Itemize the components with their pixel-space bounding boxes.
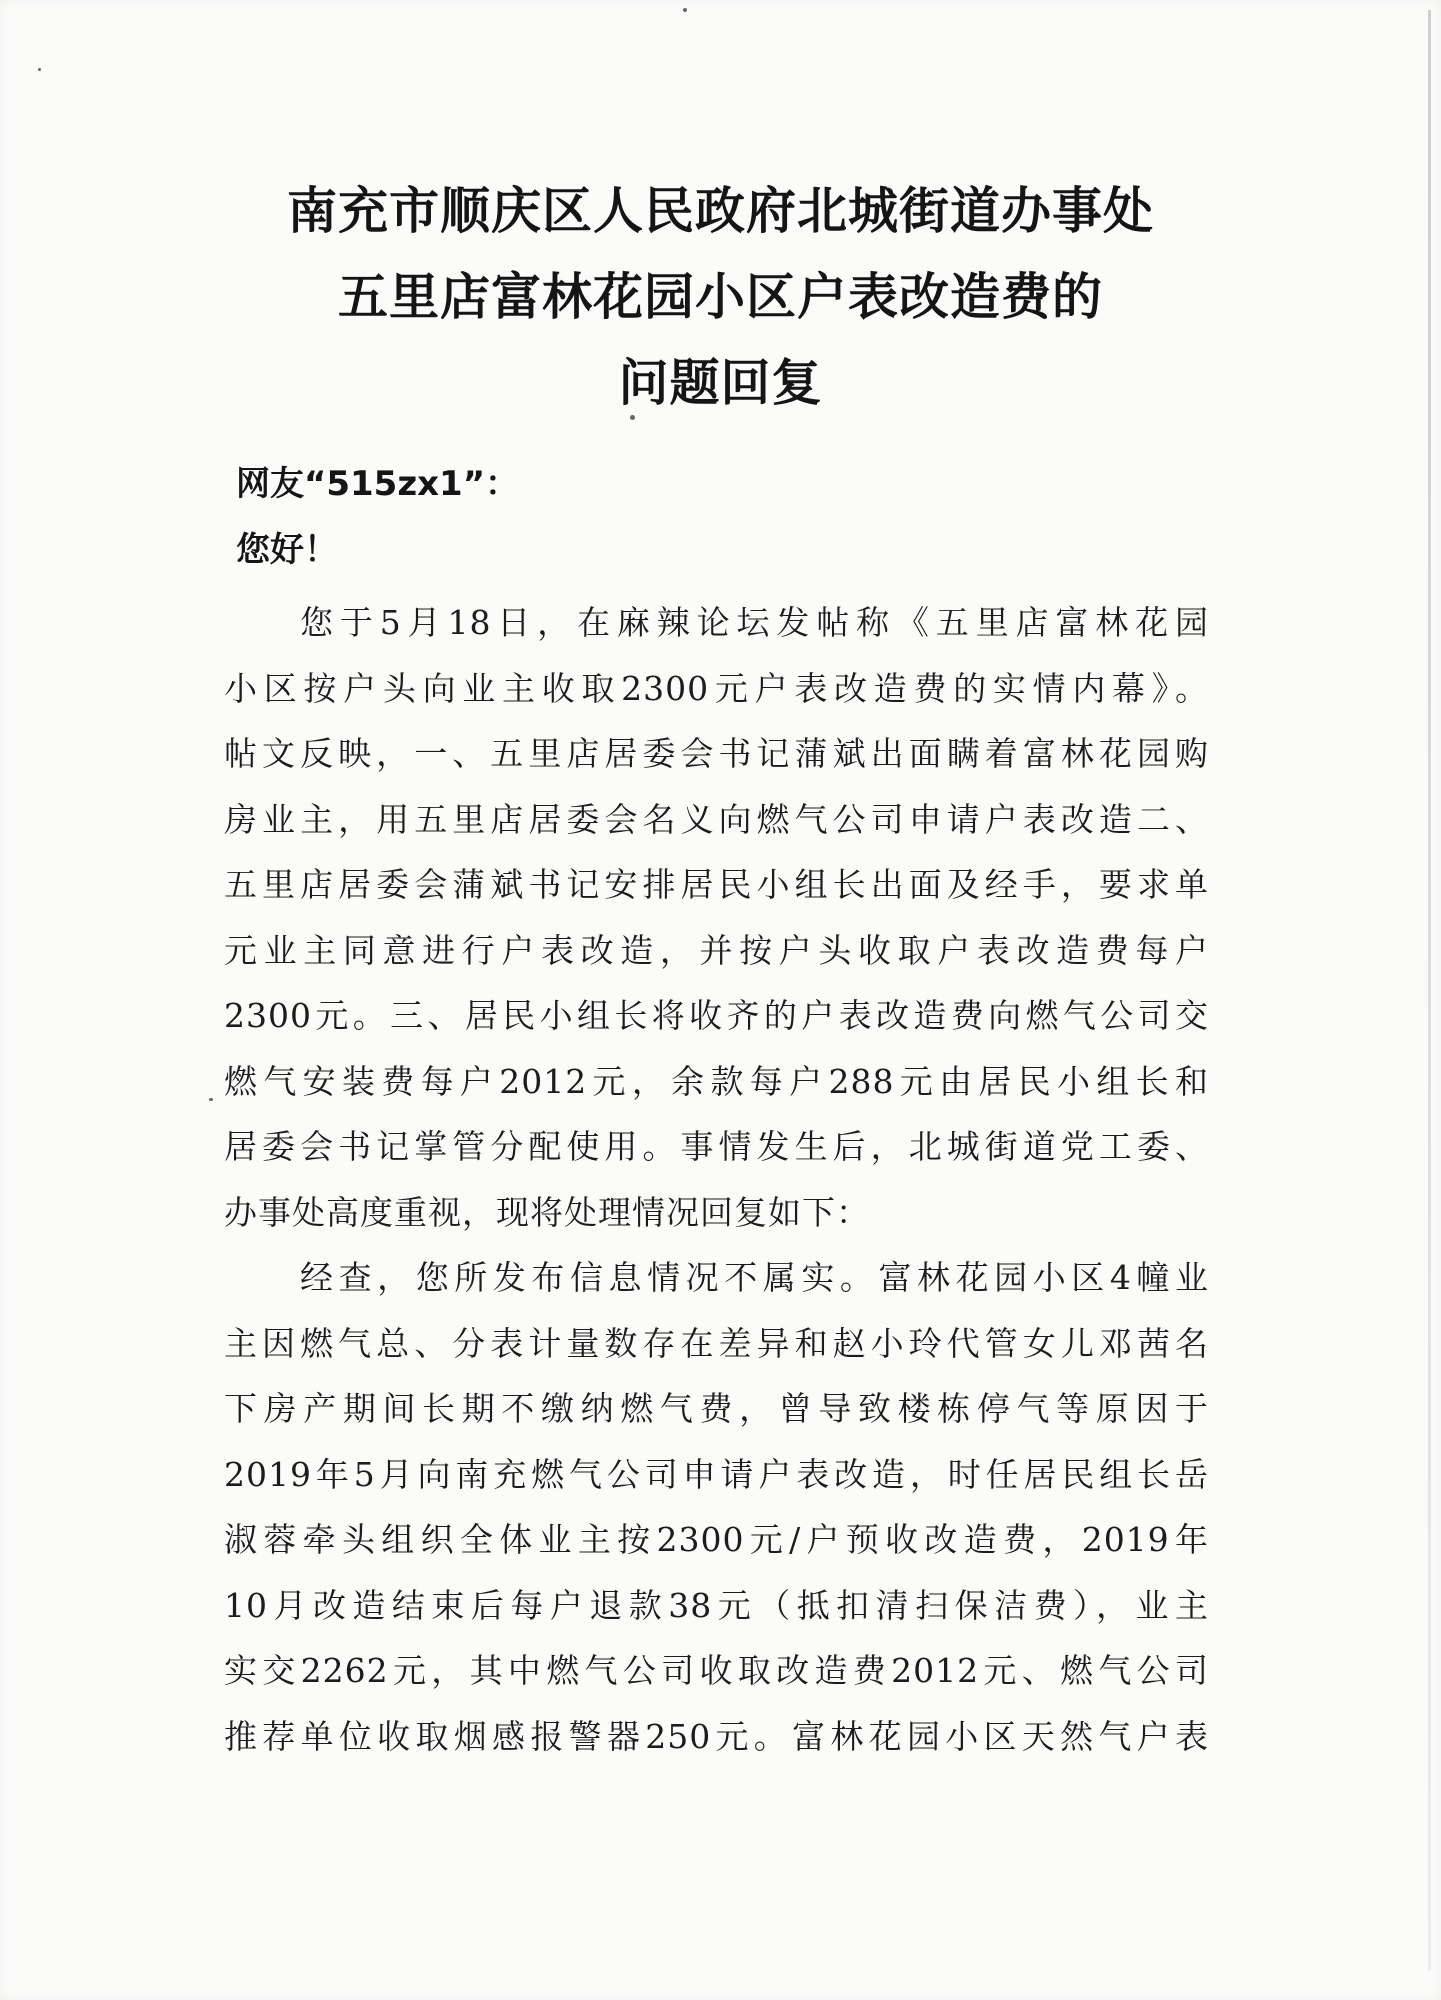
scan-speck: [683, 8, 687, 12]
body-text: [224, 590, 1209, 1769]
paragraph-2-line: 实交2262元，其中燃气公司收取改造费2012元、燃气公司: [224, 1651, 1209, 1690]
paragraph-2-line: 下房产期间长期不缴纳燃气费，曾导致楼栋停气等原因于: [224, 1389, 1209, 1428]
greeting: 您好！: [236, 530, 338, 570]
paragraph-1-line: 小区按户头向业主收取2300元户表改造费的实情内幕》。: [224, 668, 1209, 708]
document-title: [150, 168, 1291, 426]
title-line-2: 五里店富林花园小区户表改造费的: [338, 268, 1103, 326]
paragraph-2-line: 淑蓉牵头组织全体业主按2300元/户预收改造费，2019年: [224, 1520, 1209, 1559]
paragraph-1-line: 办事处高度重视，现将处理情况回复如下：: [224, 1192, 870, 1232]
paragraph-1-line: 2300元。三、居民小组长将收齐的户表改造费向燃气公司交: [224, 996, 1209, 1035]
paragraph-1-line: 帖文反映，一、五里店居委会书记蒲斌出面瞒着富林花园购: [224, 734, 1209, 773]
paragraph-2-line: 10月改造结束后每户退款38元（抵扣清扫保洁费），业主: [224, 1585, 1209, 1625]
paragraph-2-line: 经查，您所发布信息情况不属实。富林花园小区4幢业: [300, 1258, 1209, 1297]
paragraph-1-line: 燃气安装费每户2012元，余款每户288元由居民小组长和: [224, 1061, 1209, 1101]
paragraph-1-line: 五里店居委会蒲斌书记安排居民小组长出面及经手，要求单: [224, 865, 1209, 904]
paragraph-1-line: 元业主同意进行户表改造，并按户头收取户表改造费每户: [224, 930, 1209, 970]
title-line-1: 南充市顺庆区人民政府北城街道办事处: [287, 182, 1154, 240]
addressee: 网友“515zx1”：: [236, 464, 520, 504]
scan-speck: [209, 1098, 213, 1101]
paragraph-2-line: 推荐单位收取烟感报警器250元。富林花园小区天然气户表: [224, 1716, 1209, 1756]
paragraph-2-line: 2019年5月向南充燃气公司申请户表改造，时任居民组长岳: [224, 1454, 1209, 1494]
paragraph-1-line: 您于5月18日，在麻辣论坛发帖称《五里店富林花园: [300, 603, 1209, 642]
paragraph-1-line: 居委会书记掌管分配使用。事情发生后，北城街道党工委、: [224, 1127, 1209, 1166]
page-edge-shadow: [1428, 10, 1431, 1970]
title-line-3: 问题回复: [618, 354, 823, 412]
paragraph-1-line: 房业主，用五里店居委会名义向燃气公司申请户表改造二、: [224, 799, 1209, 839]
scan-speck: [38, 68, 41, 71]
paragraph-2-line: 主因燃气总、分表计量数存在差异和赵小玲代管女儿邓茜名: [224, 1323, 1209, 1363]
